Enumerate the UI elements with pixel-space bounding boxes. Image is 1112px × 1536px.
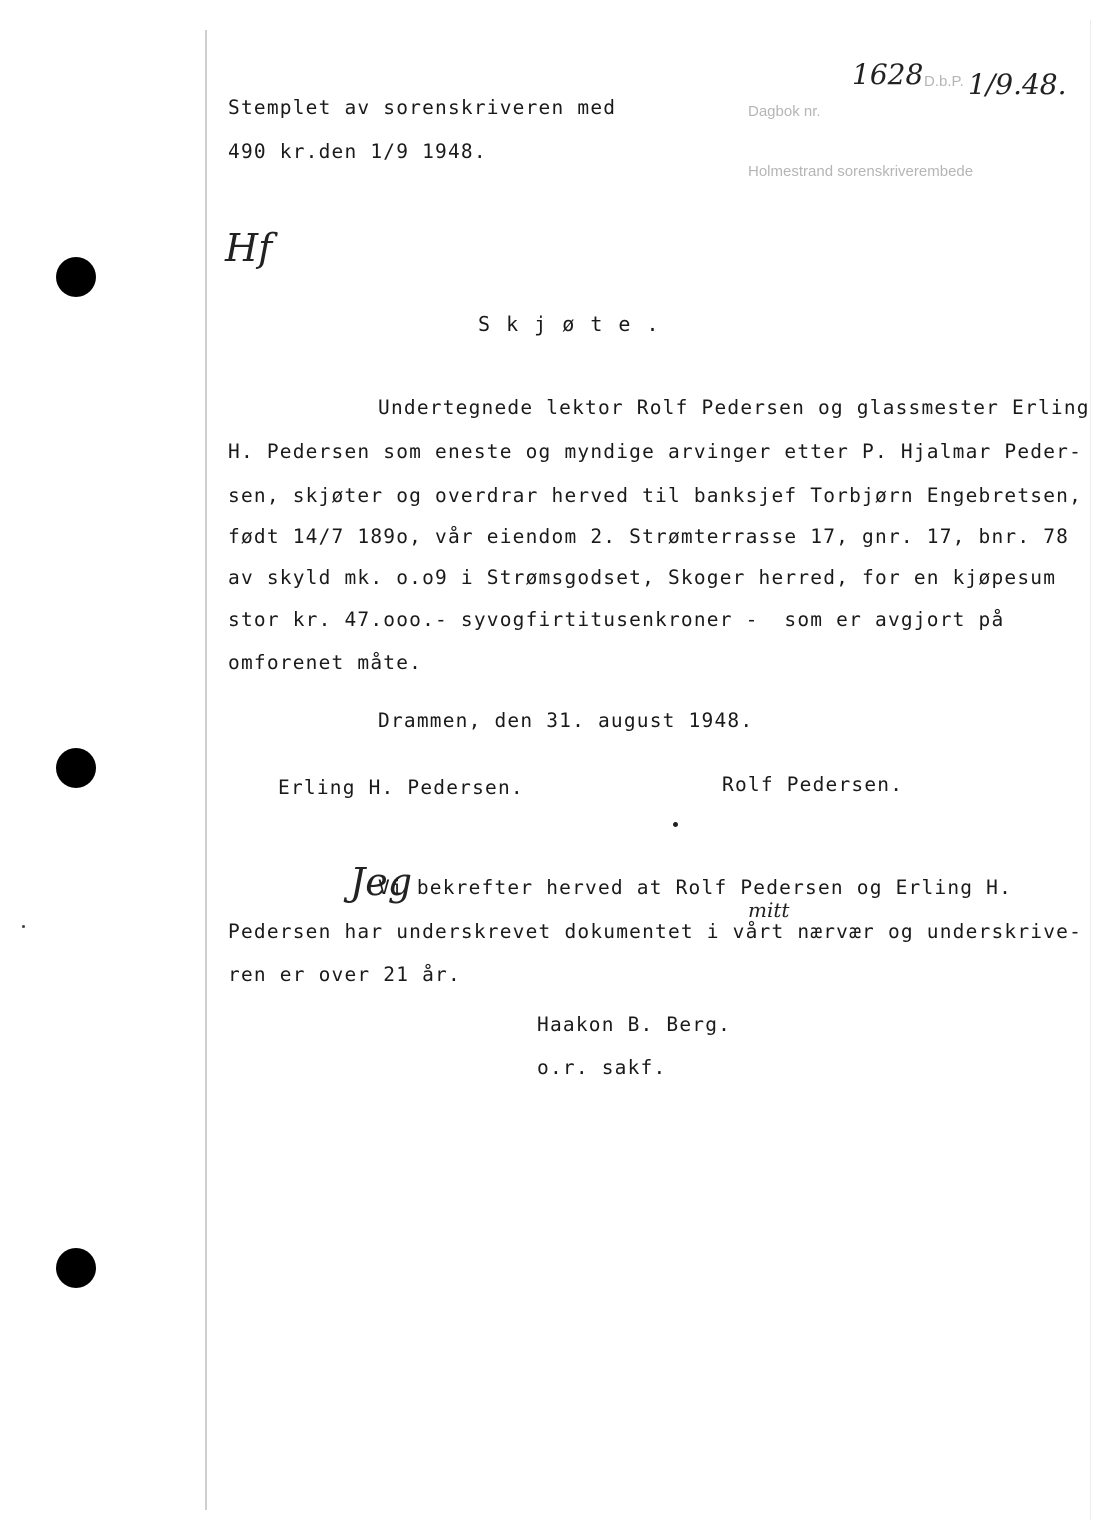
body-line-6: stor kr. 47.ooo.- syvogfirtitusenkroner - som er avgjort på <box>228 608 1005 631</box>
body-line-4: født 14/7 189o, vår eiendom 2. Strømterrasse 17, gnr. 17, bnr. 78 <box>228 525 1070 548</box>
place-date: Drammen, den 31. august 1948. <box>378 709 754 732</box>
handwritten-insert: mitt <box>748 898 790 922</box>
punch-hole-top <box>56 257 96 297</box>
witness-line-2: Pedersen har underskrevet dokumentet i vårt nærvær og underskrive- <box>228 920 1083 943</box>
body-line-2: H. Pedersen som eneste og myndige arvinger etter P. Hjalmar Peder- <box>228 440 1083 463</box>
handwritten-correction: Jeg <box>350 860 413 904</box>
header-line-2: 490 kr.den 1/9 1948. <box>228 140 487 163</box>
right-edge-rule <box>1090 20 1091 1520</box>
stamp-office: Holmestrand sorenskriverembede <box>748 163 974 180</box>
witness-line-1: Vi bekrefter herved at Rolf Pedersen og Erling H. <box>378 876 1013 899</box>
punch-hole-middle <box>56 748 96 788</box>
signature-left: Erling H. Pedersen. <box>278 776 524 799</box>
witness-line-3: ren er over 21 år. <box>228 963 461 986</box>
ink-dot <box>673 822 678 827</box>
stamp-dbr-label: D.b.P. <box>924 73 964 90</box>
stamp-date: 1/9.48. <box>968 68 1067 101</box>
punch-hole-bottom <box>56 1248 96 1288</box>
body-line-7: omforenet måte. <box>228 651 423 674</box>
stamp-number: 1628 <box>852 58 924 91</box>
margin-rule <box>205 30 207 1510</box>
body-line-5: av skyld mk. o.o9 i Strømsgodset, Skoger herred, for en kjøpesum <box>228 566 1057 589</box>
document-title: S k j ø t e . <box>478 312 661 336</box>
body-line-3: sen, skjøter og overdrar herved til banksjef Torbjørn Engebretsen, <box>228 484 1083 507</box>
body-line-1: Undertegnede lektor Rolf Pedersen og glassmester Erling <box>378 396 1090 419</box>
header-line-1: Stemplet av sorenskriveren med <box>228 96 617 119</box>
witness-name: Haakon B. Berg. <box>537 1013 732 1036</box>
handwritten-initials: Hf <box>225 226 273 270</box>
witness-title: o.r. sakf. <box>537 1056 667 1079</box>
signature-right: Rolf Pedersen. <box>722 773 904 796</box>
ink-speck <box>22 925 25 928</box>
stamp-label: Dagbok nr. <box>748 103 821 120</box>
